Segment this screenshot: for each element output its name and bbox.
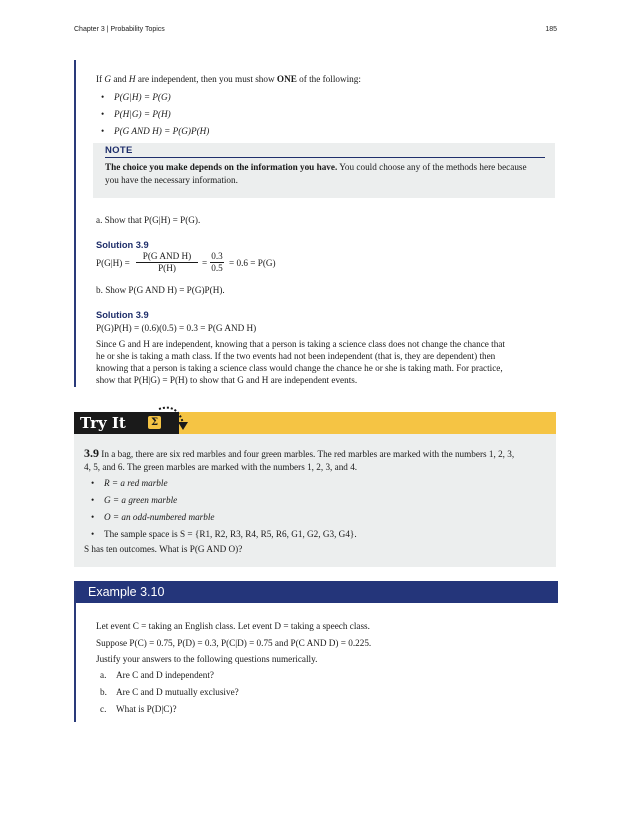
example-line-2: Suppose P(C) = 0.75, P(D) = 0.3, P(C|D) = 0.75 and P(C AND D) = 0.225. bbox=[96, 638, 372, 648]
try-it-question: S has ten outcomes. What is P(G AND O)? bbox=[84, 544, 243, 554]
example-line-1: Let event C = taking an English class. Let event D = taking a speech class. bbox=[96, 621, 370, 631]
example-3-10-box bbox=[74, 581, 558, 722]
list-item: • R = a red marble bbox=[88, 477, 357, 494]
list-item: • P(G|H) = P(G) bbox=[98, 91, 209, 108]
try-it-problem-line-2: 4, 5, and 6. The green marbles are marked with the numbers 1, 2, 3, and 4. bbox=[84, 462, 358, 472]
list-item: • G = a green marble bbox=[88, 494, 357, 511]
try-it-definitions-list bbox=[88, 477, 357, 545]
part-b-prompt: b. Show P(G AND H) = P(G)P(H). bbox=[96, 285, 225, 295]
curved-arrow-icon bbox=[155, 403, 195, 435]
list-item: • P(G AND H) = P(G)P(H) bbox=[98, 125, 209, 142]
running-header-chapter: Chapter 3 | Probability Topics bbox=[74, 26, 165, 33]
try-it-problem-line-1: 3.9 In a bag, there are six red marbles and four green marbles. The red marbles are marked with the numbers 1, 2, 3, bbox=[84, 446, 515, 460]
page-number: 185 bbox=[545, 26, 557, 33]
list-item: • P(H|G) = P(H) bbox=[98, 108, 209, 125]
solution-b-para-line-1: Since G and H are independent, knowing that a person is taking a science class does not change the chance that bbox=[96, 339, 505, 349]
note-text: The choice you make depends on the information you have. You could choose any of the methods here because you have the necessary information. bbox=[105, 162, 527, 185]
solution-b-para-line-4: show that P(H|G) = P(H) to show that G and H are independent events. bbox=[96, 375, 358, 385]
try-it-banner bbox=[74, 412, 556, 434]
solution-b-title: Solution 3.9 bbox=[96, 310, 149, 320]
solution-b-para-line-2: he or she is taking a math class. If the two events had not been independent (that is, they are dependent) then bbox=[96, 351, 496, 361]
note-box bbox=[93, 143, 555, 198]
example-continuation-section bbox=[74, 60, 558, 387]
try-it-box bbox=[74, 434, 556, 567]
list-item: • The sample space is S = {R1, R2, R3, R4, R5, R6, G1, G2, G3, G4}. bbox=[88, 528, 357, 545]
note-title: NOTE bbox=[105, 145, 133, 156]
note-divider bbox=[105, 157, 545, 158]
example-questions-list bbox=[94, 669, 239, 720]
list-item: • O = an odd-numbered marble bbox=[88, 511, 357, 528]
solution-b-para-line-3: knowing that a person is taking a science class would change the chance he or she is taking math. For practice, bbox=[96, 363, 503, 373]
independence-intro: If G and H are independent, then you must show ONE of the following: bbox=[96, 74, 361, 84]
example-title: Example 3.10 bbox=[88, 585, 165, 599]
list-item: c. What is P(D|C)? bbox=[100, 704, 177, 714]
example-title-bar bbox=[76, 581, 558, 603]
solution-b-equation: P(G)P(H) = (0.6)(0.5) = 0.3 = P(G AND H) bbox=[96, 323, 257, 333]
fraction-0-3-over-0-5: $\frac{0.3}{0.5}$ bbox=[211, 251, 223, 273]
list-item: a. Are C and D independent? bbox=[100, 670, 214, 680]
solution-a-title: Solution 3.9 bbox=[96, 240, 149, 250]
list-item: b. Are C and D mutually exclusive? bbox=[100, 687, 239, 697]
equals-sign: = bbox=[202, 258, 208, 268]
independence-methods-list bbox=[98, 91, 209, 142]
solution-a-result: = 0.6 = P(G) bbox=[229, 258, 276, 268]
fraction-p-g-and-h-over-p-h: P(G AND H) P(H) bbox=[136, 251, 198, 274]
part-a-prompt: a. Show that P(G|H) = P(G). bbox=[96, 215, 201, 225]
try-it-label: Try It Σ bbox=[74, 412, 179, 434]
solution-a-lhs: P(G|H) = bbox=[96, 258, 130, 268]
example-line-3: Justify your answers to the following questions numerically. bbox=[96, 654, 318, 664]
sigma-icon: Σ bbox=[148, 416, 161, 429]
